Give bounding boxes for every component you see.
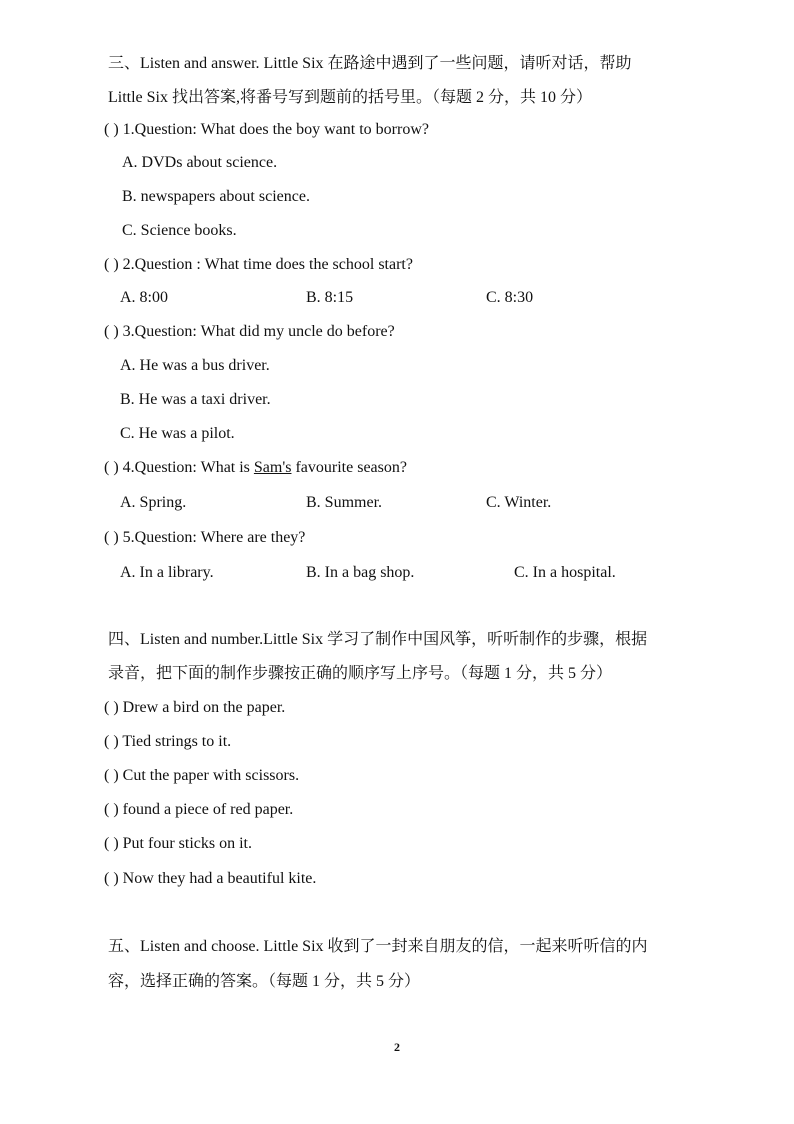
answer-paren[interactable]: ( ): [104, 323, 119, 340]
answer-paren[interactable]: ( ): [104, 529, 119, 546]
section4-heading-line2: 录音，把下面的制作步骤按正确的顺序写上序号。（每题 1 分，共 5 分）: [108, 665, 613, 682]
q1-option-a: A. DVDs about science.: [122, 154, 278, 171]
section3-heading-line2: Little Six 找出答案,将番号写到题前的括号里。（每题 2 分，共 10 分）: [108, 89, 593, 106]
answer-paren[interactable]: ( ): [104, 256, 119, 273]
question-5: [104, 528, 305, 548]
step-text: found a piece of red paper.: [118, 801, 294, 818]
q2-option-b: B. 8:15: [306, 289, 354, 306]
step-text: Put four sticks on it.: [118, 835, 252, 852]
step-text: Cut the paper with scissors.: [118, 767, 300, 784]
step-number-paren[interactable]: ( ): [104, 733, 119, 750]
section4-heading-line1: 四、Listen and number.Little Six 学习了制作中国风筝，听听制作的步骤，根据: [108, 631, 648, 648]
q2-option-a: A. 8:00: [120, 289, 168, 306]
step-item: [104, 834, 252, 854]
question-text-underlined: Sam's: [253, 459, 292, 476]
question-text: 5.Question: Where are they?: [118, 529, 306, 546]
q1-option-c: C. Science books.: [122, 222, 237, 239]
question-text: 1.Question: What does the boy want to borrow?: [118, 121, 429, 138]
q4-option-a: A. Spring.: [120, 494, 187, 511]
q5-option-b: B. In a bag shop.: [306, 564, 415, 581]
section3-heading-line1: 三、Listen and answer. Little Six 在路途中遇到了一些问题，请听对话，帮助: [108, 55, 632, 72]
q5-option-c: C. In a hospital.: [514, 564, 616, 581]
section5-heading-line2: 容，选择正确的答案。（每题 1 分，共 5 分）: [108, 973, 421, 990]
step-number-paren[interactable]: ( ): [104, 699, 119, 716]
q5-option-a: A. In a library.: [120, 564, 214, 581]
step-item: [104, 800, 293, 820]
q3-option-c: C. He was a pilot.: [120, 425, 235, 442]
answer-paren[interactable]: ( ): [104, 121, 119, 138]
step-item: [104, 869, 316, 889]
step-text: Drew a bird on the paper.: [118, 699, 286, 716]
page-number: 2: [394, 1040, 400, 1054]
q3-option-b: B. He was a taxi driver.: [120, 391, 271, 408]
step-item: [104, 698, 285, 718]
q3-option-a: A. He was a bus driver.: [120, 357, 270, 374]
step-number-paren[interactable]: ( ): [104, 801, 119, 818]
question-text-pre: 4.Question: What is: [118, 459, 254, 476]
section5-heading-line1: 五、Listen and choose. Little Six 收到了一封来自朋友的信，一起来听听信的内: [108, 938, 648, 955]
q4-option-c: C. Winter.: [486, 494, 552, 511]
answer-paren[interactable]: ( ): [104, 459, 119, 476]
q2-option-c: C. 8:30: [486, 289, 534, 306]
step-item: [104, 766, 299, 786]
question-4: [104, 458, 407, 478]
step-text: Now they had a beautiful kite.: [118, 870, 317, 887]
question-3: [104, 322, 395, 342]
question-1: [104, 120, 429, 140]
q4-option-b: B. Summer.: [306, 494, 383, 511]
question-text: 3.Question: What did my uncle do before?: [118, 323, 395, 340]
question-2: [104, 255, 413, 275]
question-text: 2.Question : What time does the school start?: [118, 256, 413, 273]
step-item: [104, 732, 231, 752]
question-text-post: favourite season?: [291, 459, 407, 476]
step-number-paren[interactable]: ( ): [104, 767, 119, 784]
step-number-paren[interactable]: ( ): [104, 835, 119, 852]
step-number-paren[interactable]: ( ): [104, 870, 119, 887]
step-text: Tied strings to it.: [118, 733, 232, 750]
q1-option-b: B. newspapers about science.: [122, 188, 310, 205]
